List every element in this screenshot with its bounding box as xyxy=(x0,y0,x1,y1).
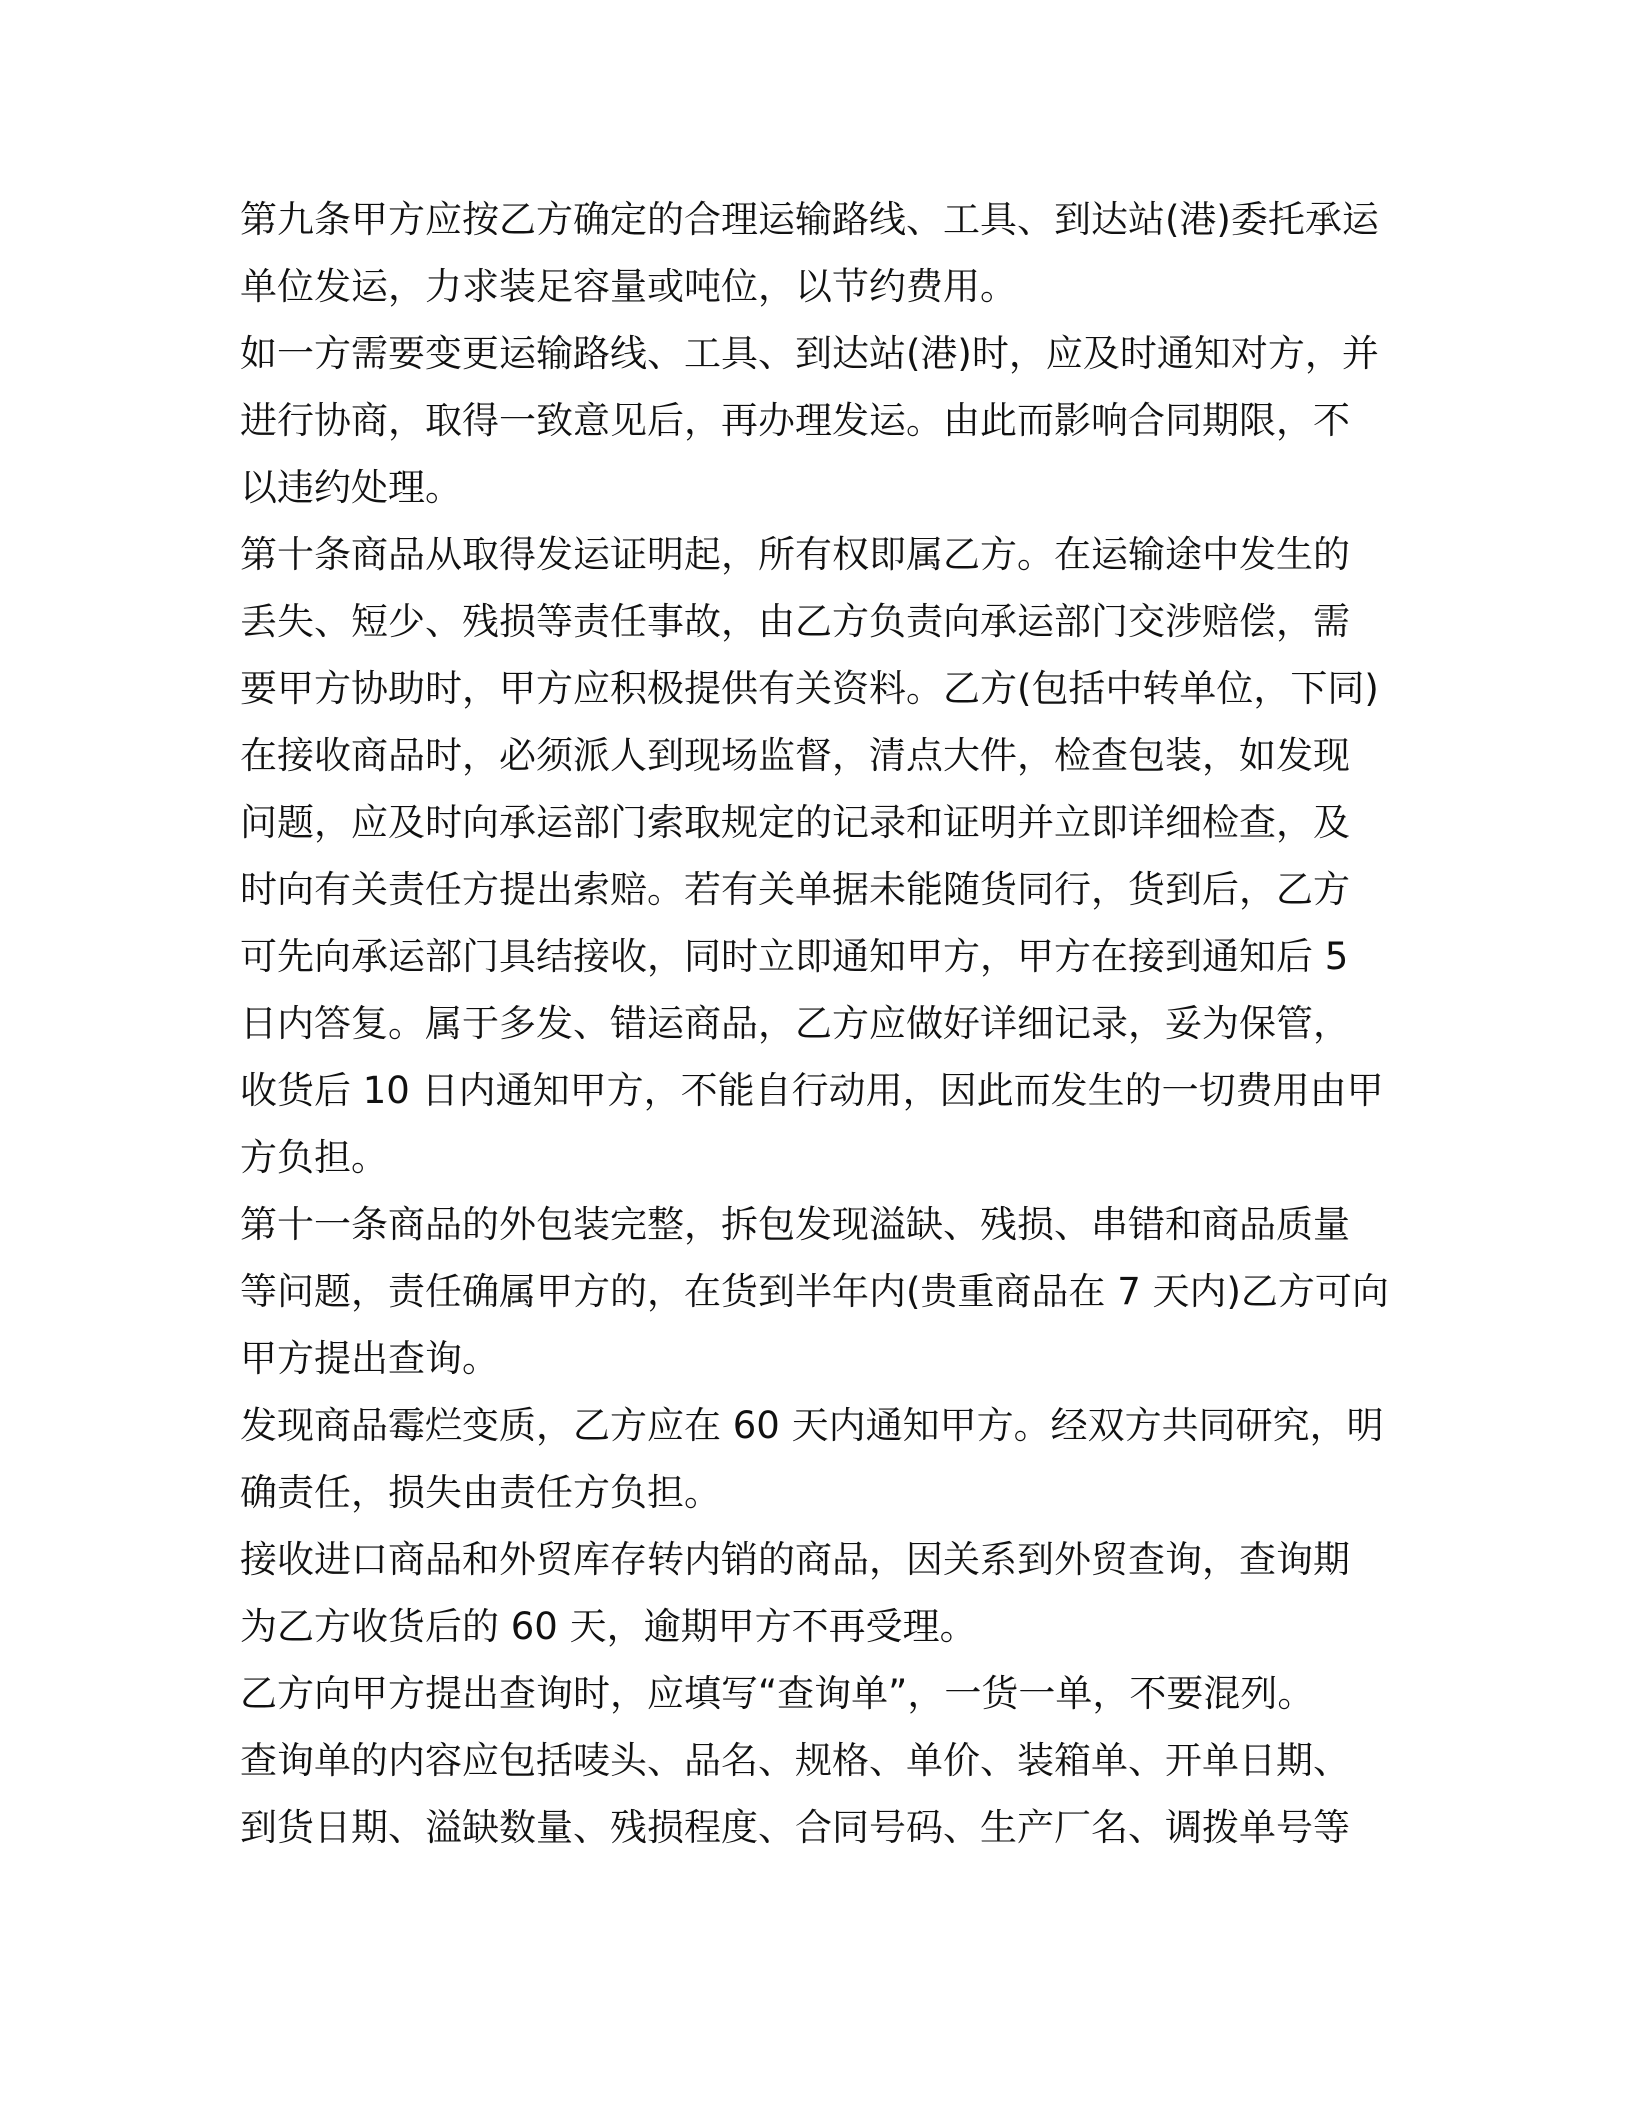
text-line: 在接收商品时，必须派人到现场监督，清点大件，检查包装，如发现 xyxy=(240,734,1350,777)
text-line: 第十一条商品的外包装完整，拆包发现溢缺、残损、串错和商品质量 xyxy=(240,1203,1350,1246)
text-line: 进行协商，取得一致意见后，再办理发运。由此而影响合同期限，不 xyxy=(240,399,1350,442)
text-line: 乙方向甲方提出查询时，应填写“查询单”，一货一单，不要混列。 xyxy=(240,1672,1315,1715)
text-line: 甲方提出查询。 xyxy=(240,1337,499,1380)
text-line: 收货后 10 日内通知甲方，不能自行动用，因此而发生的一切费用由甲 xyxy=(240,1069,1384,1112)
text-line: 单位发运，力求装足容量或吨位，以节约费用。 xyxy=(240,265,1017,308)
text-line: 查询单的内容应包括唛头、品名、规格、单价、装箱单、开单日期、 xyxy=(240,1739,1350,1782)
text-line: 日内答复。属于多发、错运商品，乙方应做好详细记录，妥为保管， xyxy=(240,1002,1350,1045)
text-line: 第九条甲方应按乙方确定的合理运输路线、工具、到达站(港)委托承运 xyxy=(240,198,1379,241)
text-line: 等问题，责任确属甲方的，在货到半年内(贵重商品在 7 天内)乙方可向 xyxy=(240,1270,1389,1313)
text-line: 问题，应及时向承运部门索取规定的记录和证明并立即详细检查，及 xyxy=(240,801,1350,844)
document-body xyxy=(240,186,1400,1861)
text-line: 以违约处理。 xyxy=(240,466,462,509)
text-line: 如一方需要变更运输路线、工具、到达站(港)时，应及时通知对方，并 xyxy=(240,332,1379,375)
text-line: 到货日期、溢缺数量、残损程度、合同号码、生产厂名、调拨单号等 xyxy=(240,1806,1350,1849)
text-line: 丢失、短少、残损等责任事故，由乙方负责向承运部门交涉赔偿，需 xyxy=(240,600,1350,643)
text-line: 时向有关责任方提出索赔。若有关单据未能随货同行，货到后，乙方 xyxy=(240,868,1350,911)
text-line: 接收进口商品和外贸库存转内销的商品，因关系到外贸查询，查询期 xyxy=(240,1538,1350,1581)
text-line: 确责任，损失由责任方负担。 xyxy=(240,1471,721,1514)
text-line: 方负担。 xyxy=(240,1136,388,1179)
text-line: 为乙方收货后的 60 天，逾期甲方不再受理。 xyxy=(240,1605,977,1648)
text-line: 可先向承运部门具结接收，同时立即通知甲方，甲方在接到通知后 5 xyxy=(240,935,1349,978)
text-line: 发现商品霉烂变质，乙方应在 60 天内通知甲方。经双方共同研究，明 xyxy=(240,1404,1384,1447)
text-line: 要甲方协助时，甲方应积极提供有关资料。乙方(包括中转单位，下同) xyxy=(240,667,1379,710)
text-line: 第十条商品从取得发运证明起，所有权即属乙方。在运输途中发生的 xyxy=(240,533,1350,576)
